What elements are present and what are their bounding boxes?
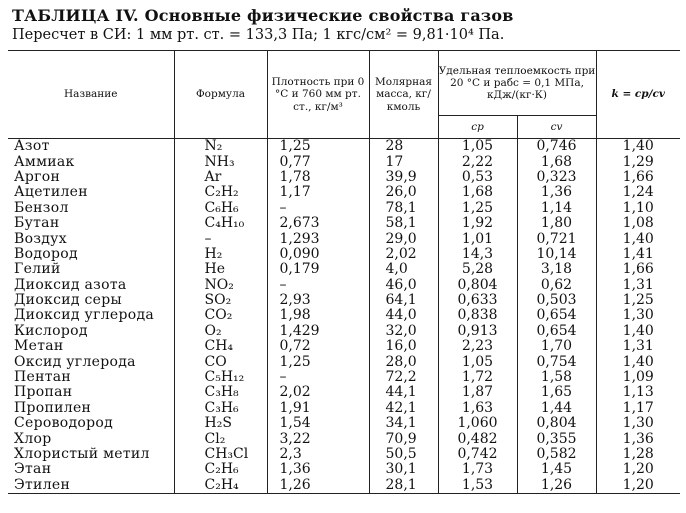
- cell-density: 1,36: [267, 462, 369, 477]
- cell-k: 1,10: [596, 201, 680, 216]
- cell-cp: 1,92: [438, 216, 517, 231]
- cell-density: –: [267, 201, 369, 216]
- cell-name: Диоксид углерода: [14, 307, 155, 324]
- cell-formula: C₂H₄: [174, 478, 267, 494]
- cell-molar-mass: 39,9: [369, 170, 438, 185]
- cell-formula: C₄H₁₀: [174, 216, 267, 231]
- cell-k: 1,41: [596, 247, 680, 262]
- cell-name: Бензол: [14, 199, 69, 216]
- cell-cp: 5,28: [438, 262, 517, 277]
- cell-molar-mass: 42,1: [369, 401, 438, 416]
- cell-cp: 1,68: [438, 185, 517, 200]
- cell-formula: C₆H₆: [174, 201, 267, 216]
- cell-density: 1,429: [267, 324, 369, 339]
- cell-k: 1,20: [596, 462, 680, 477]
- table-row: [8, 354, 680, 369]
- cell-k: 1,30: [596, 416, 680, 431]
- cell-cv: 0,754: [517, 354, 596, 369]
- cell-k: 1,29: [596, 154, 680, 169]
- cell-k: 1,66: [596, 262, 680, 277]
- cell-cp: 2,22: [438, 154, 517, 169]
- cell-density: 1,26: [267, 478, 369, 494]
- cell-name: Этан: [14, 461, 52, 478]
- cell-density: 0,77: [267, 154, 369, 169]
- table-row: [8, 324, 680, 339]
- cell-molar-mass: 28: [369, 139, 438, 155]
- cell-k: 1,40: [596, 324, 680, 339]
- cell-molar-mass: 64,1: [369, 293, 438, 308]
- cell-cp: 1,05: [438, 139, 517, 155]
- cell-cv: 1,36: [517, 185, 596, 200]
- cell-cv: 1,14: [517, 201, 596, 216]
- cell-name: Азот: [14, 138, 50, 155]
- table-row: [8, 447, 680, 462]
- cell-molar-mass: 32,0: [369, 324, 438, 339]
- cell-cp: 1,72: [438, 370, 517, 385]
- cell-cv: 1,58: [517, 370, 596, 385]
- cell-cp: 0,838: [438, 308, 517, 323]
- cell-cp: 1,73: [438, 462, 517, 477]
- cell-cv: 0,654: [517, 308, 596, 323]
- cell-molar-mass: 28,1: [369, 478, 438, 494]
- cell-name: Этилен: [8, 478, 174, 494]
- cell-cp: 0,742: [438, 447, 517, 462]
- cell-name: Пентан: [14, 369, 72, 386]
- cell-cp: 0,913: [438, 324, 517, 339]
- cell-density: 2,3: [267, 447, 369, 462]
- cell-formula: N₂: [174, 139, 267, 155]
- cell-formula: H₂S: [174, 416, 267, 431]
- cell-formula: O₂: [174, 324, 267, 339]
- table-row: [8, 478, 680, 494]
- cell-cv: 0,721: [517, 231, 596, 246]
- cell-name: Пропан: [14, 384, 73, 401]
- cell-molar-mass: 26,0: [369, 185, 438, 200]
- cell-formula: C₅H₁₂: [174, 370, 267, 385]
- cell-cp: 1,060: [438, 416, 517, 431]
- cell-cp: 0,53: [438, 170, 517, 185]
- cell-density: –: [267, 278, 369, 293]
- cell-name: Диоксид серы: [14, 292, 122, 309]
- conversion-note: Пересчет в СИ: 1 мм рт. ст. = 133,3 Па; 1 кгс/см² = 9,81·10⁴ Па.: [12, 27, 505, 43]
- table-row: [8, 185, 680, 200]
- cell-density: 1,17: [267, 185, 369, 200]
- table-row: [8, 262, 680, 277]
- cell-density: 3,22: [267, 431, 369, 446]
- cell-density: 2,673: [267, 216, 369, 231]
- cell-name: Оксид углерода: [14, 353, 136, 370]
- cell-formula: C₃H₈: [174, 385, 267, 400]
- table-row: [8, 201, 680, 216]
- cell-formula: H₂: [174, 247, 267, 262]
- cell-k: 1,30: [596, 308, 680, 323]
- table-row: [8, 385, 680, 400]
- cell-formula: NO₂: [174, 278, 267, 293]
- header-cp: cp: [438, 116, 517, 139]
- cell-name: Гелий: [14, 261, 61, 278]
- cell-cv: 0,323: [517, 170, 596, 185]
- cell-formula: –: [174, 231, 267, 246]
- header-density: Плотность при 0 °С и 760 мм рт. ст., кг/м³: [267, 51, 369, 139]
- cell-name: Сероводород: [14, 415, 114, 432]
- cell-molar-mass: 46,0: [369, 278, 438, 293]
- cell-name: Воздух: [14, 230, 67, 247]
- cell-name: Кислород: [14, 322, 88, 339]
- cell-molar-mass: 16,0: [369, 339, 438, 354]
- table-row: [8, 231, 680, 246]
- cell-cv: 0,355: [517, 431, 596, 446]
- cell-name: Аммиак: [14, 153, 75, 170]
- cell-cv: 0,582: [517, 447, 596, 462]
- cell-formula: Cl₂: [174, 431, 267, 446]
- cell-cp: 14,3: [438, 247, 517, 262]
- cell-density: 1,25: [267, 139, 369, 155]
- cell-k: 1,40: [596, 231, 680, 246]
- cell-formula: CO₂: [174, 308, 267, 323]
- cell-cp: 1,25: [438, 201, 517, 216]
- cell-cv: 1,26: [517, 478, 596, 494]
- cell-density: 1,91: [267, 401, 369, 416]
- cell-cp: 1,63: [438, 401, 517, 416]
- cell-name: Хлор: [14, 430, 52, 447]
- cell-k: 1,31: [596, 278, 680, 293]
- cell-density: 1,293: [267, 231, 369, 246]
- cell-name: Ацетилен: [14, 184, 88, 201]
- table-row: [8, 370, 680, 385]
- table-row: [8, 339, 680, 354]
- cell-formula: C₃H₆: [174, 401, 267, 416]
- cell-density: 0,179: [267, 262, 369, 277]
- cell-name: Метан: [14, 338, 64, 355]
- cell-density: 0,090: [267, 247, 369, 262]
- cell-molar-mass: 44,1: [369, 385, 438, 400]
- cell-cv: 0,804: [517, 416, 596, 431]
- gas-properties-table: [8, 50, 680, 494]
- cell-molar-mass: 4,0: [369, 262, 438, 277]
- table-row: [8, 293, 680, 308]
- cell-cv: 1,80: [517, 216, 596, 231]
- cell-molar-mass: 34,1: [369, 416, 438, 431]
- table-row: [8, 278, 680, 293]
- cell-molar-mass: 2,02: [369, 247, 438, 262]
- cell-cv: 0,62: [517, 278, 596, 293]
- cell-cv: 0,654: [517, 324, 596, 339]
- header-formula: Формула: [174, 51, 267, 139]
- cell-cp: 0,482: [438, 431, 517, 446]
- cell-k: 1,31: [596, 339, 680, 354]
- cell-k: 1,66: [596, 170, 680, 185]
- cell-k: 1,13: [596, 385, 680, 400]
- cell-cp: 1,53: [438, 478, 517, 494]
- cell-cv: 1,68: [517, 154, 596, 169]
- cell-k: 1,36: [596, 431, 680, 446]
- cell-formula: C₂H₂: [174, 185, 267, 200]
- cell-molar-mass: 44,0: [369, 308, 438, 323]
- cell-cp: 1,01: [438, 231, 517, 246]
- cell-molar-mass: 70,9: [369, 431, 438, 446]
- cell-molar-mass: 29,0: [369, 231, 438, 246]
- header-cv: cv: [517, 116, 596, 139]
- cell-molar-mass: 30,1: [369, 462, 438, 477]
- cell-k: 1,20: [596, 478, 680, 494]
- cell-k: 1,28: [596, 447, 680, 462]
- cell-molar-mass: 50,5: [369, 447, 438, 462]
- cell-k: 1,17: [596, 401, 680, 416]
- cell-molar-mass: 28,0: [369, 354, 438, 369]
- cell-density: 2,02: [267, 385, 369, 400]
- header-molar-mass: Молярная масса, кг/кмоль: [369, 51, 438, 139]
- cell-name: Пропилен: [14, 399, 92, 416]
- cell-k: 1,40: [596, 354, 680, 369]
- cell-name: Бутан: [14, 215, 60, 232]
- cell-molar-mass: 17: [369, 154, 438, 169]
- cell-cv: 3,18: [517, 262, 596, 277]
- cell-cp: 1,87: [438, 385, 517, 400]
- cell-cv: 1,70: [517, 339, 596, 354]
- header-heat-capacity: Удельная теплоемкость при 20 °С и pабс = 0,1 МПа, кДж/(кг·К): [438, 51, 596, 116]
- table-row: [8, 216, 680, 231]
- cell-formula: SO₂: [174, 293, 267, 308]
- cell-density: 1,54: [267, 416, 369, 431]
- cell-name: Хлористый метил: [14, 446, 150, 462]
- table-row: [8, 139, 680, 155]
- cell-cv: 1,45: [517, 462, 596, 477]
- cell-density: 1,78: [267, 170, 369, 185]
- cell-formula: CH₃Cl: [174, 447, 267, 462]
- cell-cp: 1,05: [438, 354, 517, 369]
- cell-cp: 0,804: [438, 278, 517, 293]
- table-row: [8, 247, 680, 262]
- cell-density: 1,98: [267, 308, 369, 323]
- cell-formula: He: [174, 262, 267, 277]
- cell-cp: 0,633: [438, 293, 517, 308]
- cell-cv: 0,503: [517, 293, 596, 308]
- cell-density: 2,93: [267, 293, 369, 308]
- cell-formula: NH₃: [174, 154, 267, 169]
- cell-k: 1,40: [596, 139, 680, 155]
- table-title: ТАБЛИЦА IV. Основные физические свойства газов: [12, 6, 514, 25]
- cell-density: 0,72: [267, 339, 369, 354]
- cell-k: 1,25: [596, 293, 680, 308]
- cell-cp: 2,23: [438, 339, 517, 354]
- cell-cv: 10,14: [517, 247, 596, 262]
- cell-density: –: [267, 370, 369, 385]
- table-row: [8, 154, 680, 169]
- cell-k: 1,08: [596, 216, 680, 231]
- cell-molar-mass: 78,1: [369, 201, 438, 216]
- cell-formula: CO: [174, 354, 267, 369]
- table-row: [8, 431, 680, 446]
- cell-name: Диоксид азота: [14, 276, 127, 293]
- cell-cv: 1,44: [517, 401, 596, 416]
- cell-molar-mass: 72,2: [369, 370, 438, 385]
- header-k-ratio: k = cp/cv: [596, 51, 680, 139]
- cell-formula: CH₄: [174, 339, 267, 354]
- cell-name: Аргон: [14, 168, 61, 185]
- cell-density: 1,25: [267, 354, 369, 369]
- table-row: [8, 170, 680, 185]
- table-row: [8, 308, 680, 323]
- cell-cv: 1,65: [517, 385, 596, 400]
- table-row: [8, 401, 680, 416]
- cell-formula: Ar: [174, 170, 267, 185]
- header-name: Название: [8, 51, 174, 139]
- cell-molar-mass: 58,1: [369, 216, 438, 231]
- cell-k: 1,09: [596, 370, 680, 385]
- cell-formula: C₂H₆: [174, 462, 267, 477]
- cell-name: Водород: [14, 245, 78, 262]
- table-row: [8, 416, 680, 431]
- cell-cv: 0,746: [517, 139, 596, 155]
- cell-k: 1,24: [596, 185, 680, 200]
- table-body: [8, 139, 680, 494]
- table-row: [8, 462, 680, 477]
